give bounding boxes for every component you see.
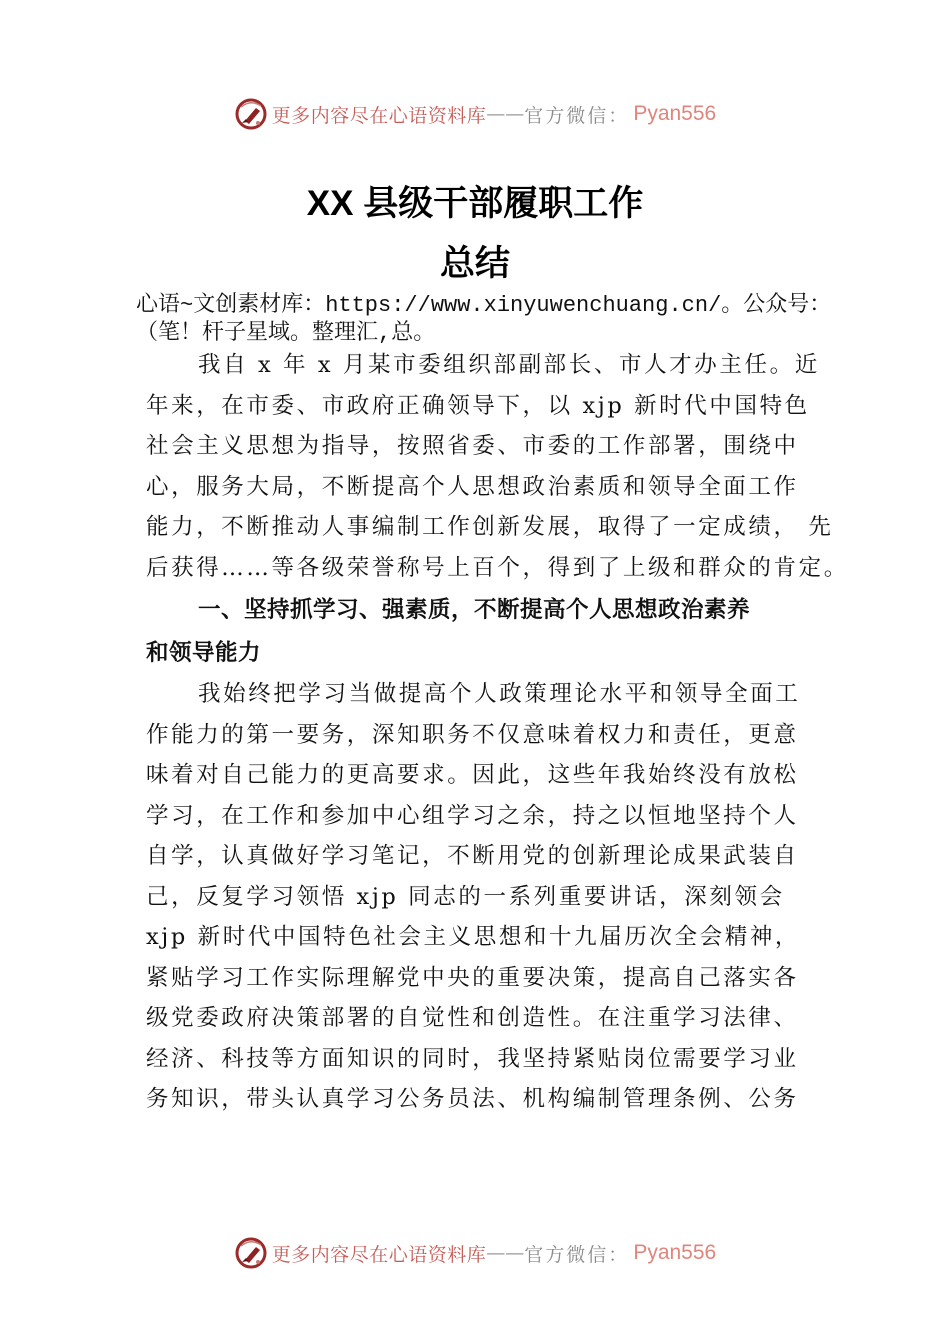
banner-promo-text: 更多内容尽在心语资料库: [271, 1243, 487, 1266]
banner-wechat-id: Pyan556: [633, 1241, 717, 1264]
body-line: 级党委政府决策部署的自觉性和创造性。在注重学习法律、: [146, 1005, 799, 1031]
body-line: 社会主义思想为指导，按照省委、市委的工作部署，围绕中: [146, 433, 799, 459]
section-heading: 一、坚持抓学习、强素质，不断提高个人思想政治素养: [198, 597, 751, 622]
section-heading-continued: 和领导能力: [146, 640, 262, 665]
banner-promo-text: 更多内容尽在心语资料库: [271, 104, 487, 127]
body-line: 我始终把学习当做提高个人政策理论水平和领导全面工: [198, 681, 801, 707]
source-line-2: （笔！杆子星域。整理汇,总。: [136, 321, 436, 346]
body-line: 我自 x 年 x 月某市委组织部副部长、市人才办主任。近: [198, 352, 820, 378]
footer-banner: [0, 1233, 950, 1273]
banner-dash: ——: [486, 103, 525, 125]
header-banner: [0, 94, 950, 134]
body-line: 学习，在工作和参加中心组学习之余，持之以恒地坚持个人: [146, 802, 799, 829]
body-line: xjp 新时代中国特色社会主义思想和十九届历次全会精神，: [146, 924, 801, 950]
source-notice: [136, 292, 856, 348]
document-body: [146, 345, 849, 1120]
body-line: 务知识，带头认真学习公务员法、机构编制管理条例、公务: [146, 1086, 799, 1112]
body-line: 年来，在市委、市政府正确领导下，以 xjp 新时代中国特色: [146, 392, 810, 419]
body-line: 心，服务大局，不断提高个人思想政治素质和领导全面工作: [146, 473, 799, 500]
document-title-line-1: XX 县级干部履职工作: [306, 184, 644, 223]
body-line: 自学，认真做好学习笔记，不断用党的创新理论成果武装自: [146, 843, 799, 869]
banner-wechat-label: 官方微信：: [524, 104, 630, 127]
body-line: 经济、科技等方面知识的同时，我坚持紧贴岗位需要学习业: [146, 1045, 799, 1072]
banner-dash: ——: [486, 1242, 525, 1264]
body-line: 紧贴学习工作实际理解党中央的重要决策，提高自己落实各: [146, 964, 799, 991]
body-line: 味着对自己能力的更高要求。因此，这些年我始终没有放松: [146, 762, 799, 788]
banner-wechat-id: Pyan556: [633, 102, 717, 125]
body-line: 己，反复学习领悟 xjp 同志的一系列重要讲话，深刻领会: [146, 883, 785, 910]
body-line: 后获得……等各级荣誉称号上百个，得到了上级和群众的肯定。: [146, 554, 849, 581]
banner-wechat-label: 官方微信：: [524, 1243, 630, 1266]
document-title-line-2: 总结: [439, 244, 510, 283]
body-line: 能力，不断推动人事编制工作创新发展，取得了一定成绩， 先: [146, 514, 834, 540]
pen-nib-logo-icon: [234, 1236, 268, 1270]
pen-nib-logo-icon: [234, 97, 268, 131]
source-line-1: 心语~文创素材库：https://www.xinyuwenchuang.cn/。公众号：: [136, 293, 832, 318]
body-line: 作能力的第一要务，深知职务不仅意味着权力和责任，更意: [146, 721, 799, 748]
